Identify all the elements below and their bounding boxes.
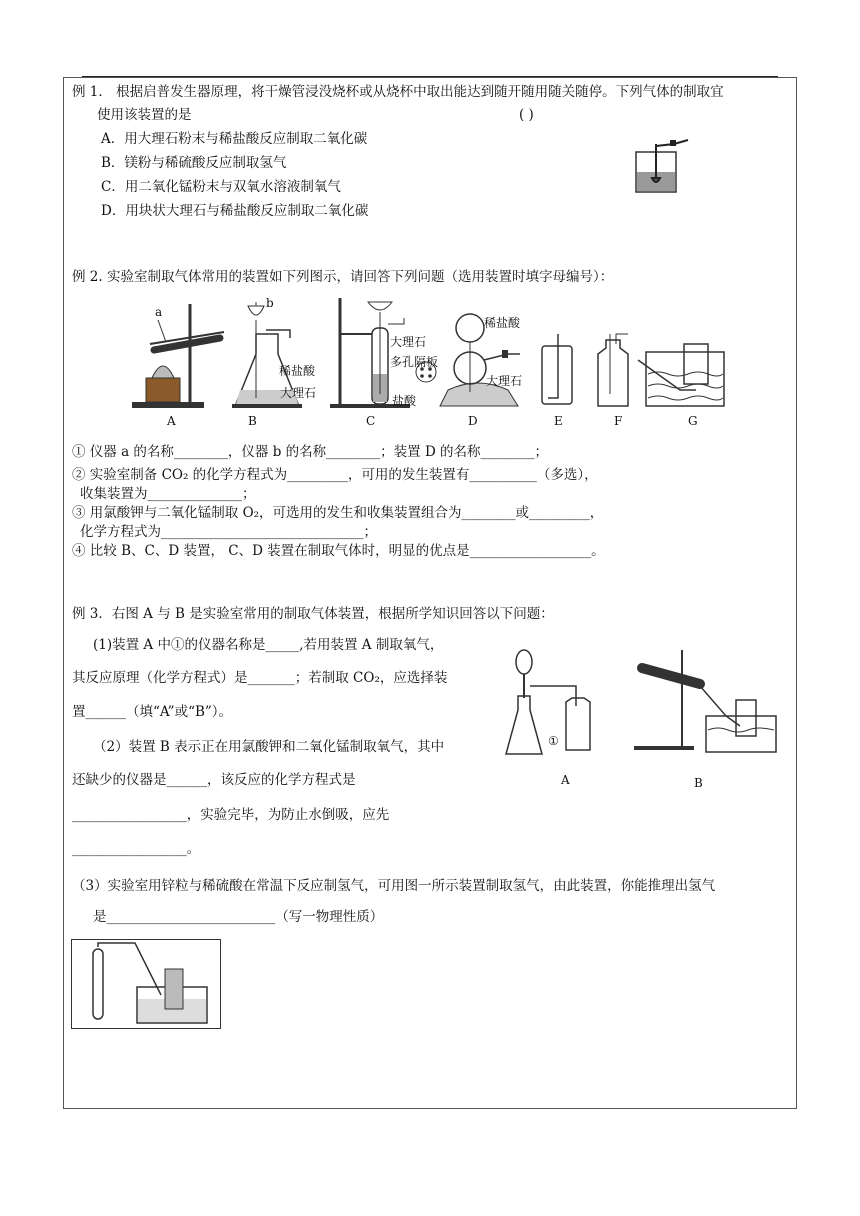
ex3-apparatus-b (634, 650, 776, 752)
ex2-question-3: ③ 用氯酸钾与二氧化锰制取 O₂，可选用的发生和收集装置组合为________或_________， (72, 505, 604, 521)
ex3-intro: 例 3．右图 A 与 B 是实验室常用的制取气体装置，根据所学知识回答以下问题： (72, 606, 554, 622)
ex3-part1-line2: 其反应原理（化学方程式）是_______；若制取 CO₂，应选择装 (72, 670, 448, 686)
ex2-question-2-cont: 收集装置为______________； (80, 486, 256, 502)
ex1-option-b: B．镁粉与稀硫酸反应制取氢气 (101, 155, 287, 171)
apparatus-letter-e: E (554, 414, 563, 428)
apparatus-g (638, 344, 724, 406)
ex1-option-a: A．用大理石粉末与稀盐酸反应制取二氧化碳 (101, 131, 368, 147)
apparatus-letter-a: A (167, 414, 176, 428)
ex2-question-1: ① 仪器 a 的名称________，仪器 b 的名称________；装置 D 的名称________； (72, 444, 549, 460)
apparatus-letter-d: D (468, 414, 478, 428)
ex2-question-2: ② 实验室制备 CO₂ 的化学方程式为_________，可用的发生装置有__________（多选）， (72, 467, 598, 483)
ex3-part1-line3: 置______（填“A”或“B”）。 (72, 704, 233, 720)
apparatus-letter-c: C (366, 414, 376, 428)
label-c-porous-plate: 多孔隔板 (390, 355, 439, 369)
ex3-circle-label: ① (548, 734, 559, 748)
label-b-marble: 大理石 (280, 386, 317, 400)
hydrogen-apparatus-figure (71, 939, 221, 1029)
apparatus-f (598, 334, 628, 406)
apparatus-letter-f: F (614, 414, 623, 428)
ex1-option-c: C．用二氧化锰粉末与双氧水溶液制氧气 (101, 179, 341, 195)
label-b: b (266, 296, 274, 310)
ex3-figure-a-label: A (561, 773, 570, 787)
label-a: a (155, 305, 163, 319)
ex2-question-4: ④ 比较 B、C、D 装置， C、D 装置在制取气体时，明显的优点是__________________。 (72, 543, 605, 559)
ex1-question-line1: 例 1． 根据启普发生器原理，将干燥管浸没烧杯或从烧杯中取出能达到随开随用随关随停。下列气体的制取宜 (72, 84, 724, 100)
apparatus-a (132, 304, 224, 408)
label-d-hcl: 稀盐酸 (484, 316, 521, 330)
label-c-marble: 大理石 (390, 335, 427, 349)
ex2-question-3-cont: 化学方程式为______________________________； (80, 524, 377, 540)
ex3-apparatus-figure (496, 646, 786, 770)
ex1-question-line2: 使用该装置的是 (97, 107, 192, 123)
ex3-part3-line2: 是_________________________（写一物理性质） (93, 909, 384, 925)
apparatus-e (542, 334, 572, 404)
ex1-option-d: D．用块状大理石与稀盐酸反应制取二氧化碳 (101, 203, 369, 219)
ex3-part2-line2: 还缺少的仪器是______，该反应的化学方程式是 (72, 772, 356, 788)
ex3-figure-b-label: B (694, 776, 703, 790)
label-d-marble: 大理石 (486, 374, 523, 388)
apparatus-letter-g: G (688, 414, 698, 428)
ex3-part2-line3: _________________，实验完毕，为防止水倒吸，应先 (72, 807, 390, 823)
ex3-part3-line1: （3）实验室用锌粒与稀硫酸在常温下反应制氢气，可用图一所示装置制取氢气，由此装置，你能推理出氢气 (72, 878, 716, 894)
ex1-apparatus-illustration (630, 134, 696, 196)
label-c-hcl: 盐酸 (392, 394, 417, 408)
ex3-part2-line4: _________________。 (72, 841, 201, 857)
ex2-intro: 例 2. 实验室制取气体常用的装置如下列图示，请回答下列问题（选用装置时填字母编号）： (72, 269, 614, 285)
ex3-part2-line1: （2）装置 B 表示正在用氯酸钾和二氧化锰制取氧气，其中 (93, 739, 445, 755)
ex1-answer-bracket: ( ) (519, 107, 534, 123)
ex3-part1-line1: (1)装置 A 中①的仪器名称是_____,若用装置 A 制取氧气， (93, 637, 444, 653)
apparatus-letter-b: B (248, 414, 257, 428)
label-b-hcl: 稀盐酸 (279, 364, 316, 378)
